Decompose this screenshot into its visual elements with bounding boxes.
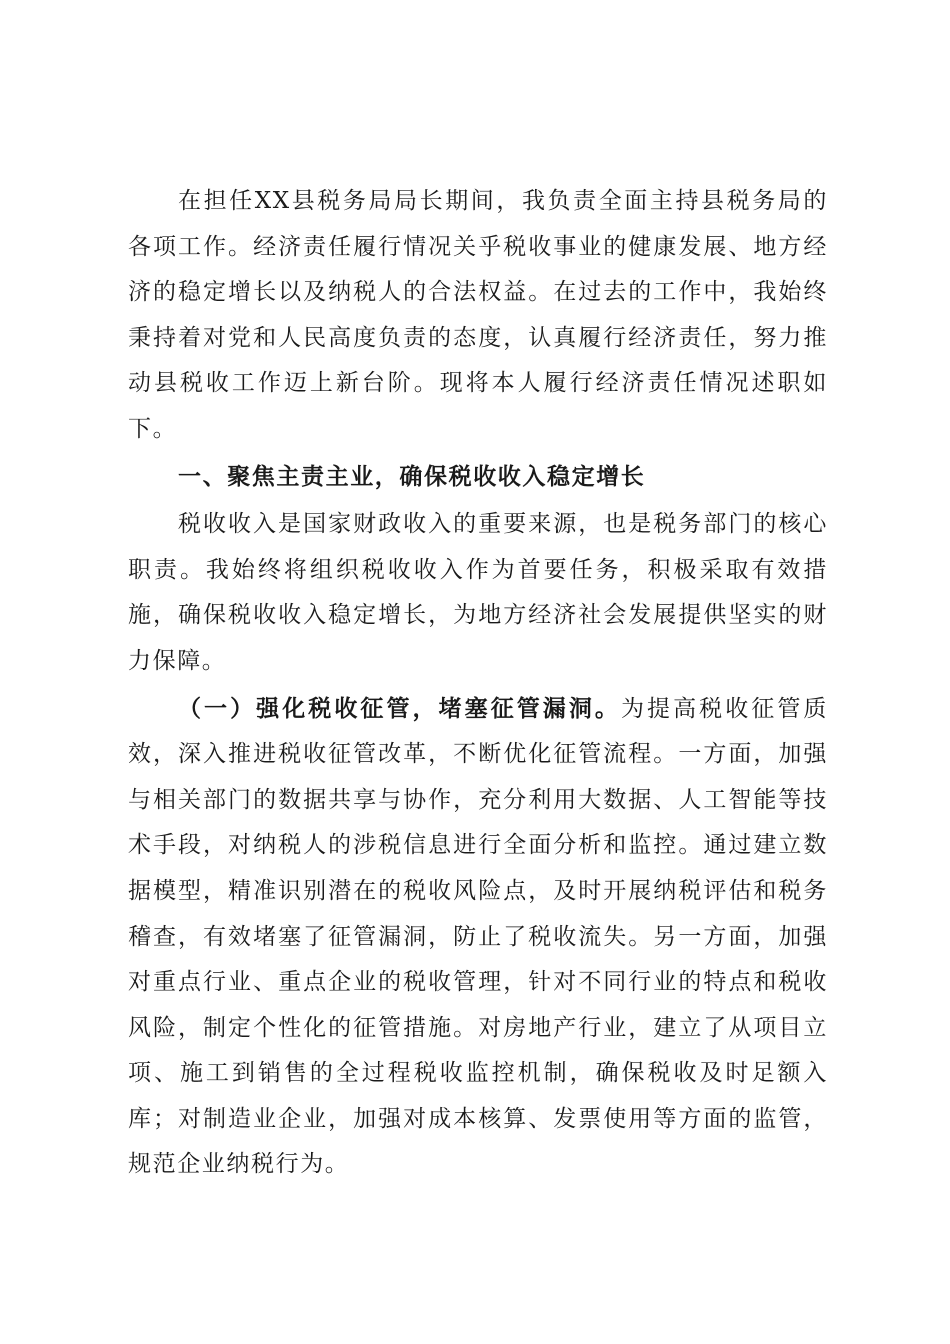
intro-paragraph: 在担任XX县税务局局长期间，我负责全面主持县税务局的各项工作。经济责任履行情况关乎税收事业的健康发展、地方经济的稳定增长以及纳税人的合法权益。在过去的工作中，我始终秉持着对党和人民高度负责的态度，认真履行经济责任，努力推动县税收工作迈上新台阶。现将本人履行经济责任情况述职如下。 [128, 188, 828, 442]
document-page [128, 179, 828, 1188]
section-1-paragraph: 税收收入是国家财政收入的重要来源，也是税务部门的核心职责。我始终将组织税收收入作为首要任务，积极采取有效措施，确保税收收入稳定增长，为地方经济社会发展提供坚实的财力保障。 [128, 511, 828, 674]
subsection-1-lead: （一）强化税收征管，堵塞征管漏洞。 [178, 695, 621, 722]
section-heading-1: 一、聚焦主责主业，确保税收收入稳定增长 [178, 463, 646, 490]
subsection-1-body: 为提高税收征管质效，深入推进税收征管改革，不断优化征管流程。一方面，加强与相关部门的数据共享与协作，充分利用大数据、人工智能等技术手段，对纳税人的涉税信息进行全面分析和监控。通过建立数据模型，精准识别潜在的税收风险点，及时开展纳税评估和税务稽查，有效堵塞了征管漏洞，防止了税收流失。另一方面，加强对重点行业、重点企业的税收管理，针对不同行业的特点和税收风险，制定个性化的征管措施。对房地产行业，建立了从项目立项、施工到销售的全过程税收监控机制，确保税收及时足额入库；对制造业企业，加强对成本核算、发票使用等方面的监管，规范企业纳税行为。 [128, 695, 828, 1178]
subsection-1-paragraph [128, 687, 828, 1189]
